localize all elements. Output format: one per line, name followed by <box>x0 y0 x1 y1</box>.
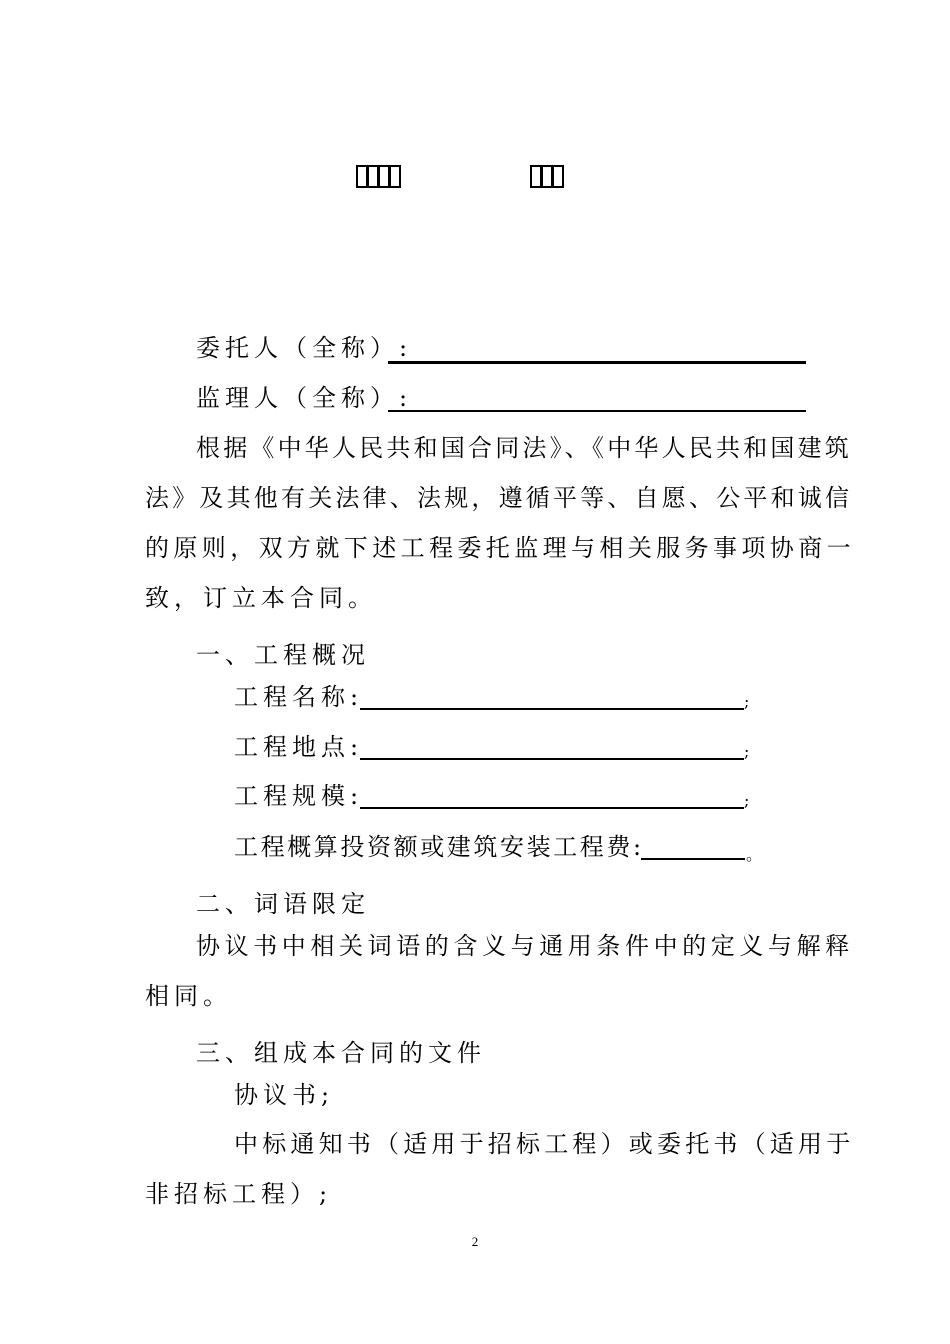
project-location-end: ; <box>744 742 750 761</box>
intro-line-2: 法》及其他有关法律、法规，遵循平等、自愿、公平和诚信 <box>145 484 853 512</box>
section2-line-1: 协议书中相关词语的含义与通用条件中的定义与解释 <box>196 932 854 960</box>
client-label: 委托人（全称）: <box>196 334 413 362</box>
title-left-placeholder <box>356 164 402 197</box>
project-scale-end: ; <box>744 791 750 810</box>
client-name-field[interactable] <box>388 361 806 364</box>
project-name-field[interactable] <box>360 708 744 710</box>
page-number: 2 <box>471 1234 479 1249</box>
section3-item-2-cont: 非招标工程）; <box>145 1180 333 1208</box>
section1-heading: 一、工程概况 <box>196 641 370 669</box>
section3-heading: 三、组成本合同的文件 <box>196 1039 486 1067</box>
project-budget-label: 工程概算投资额或建筑安装工程费: <box>234 833 644 861</box>
project-name-label: 工程名称: <box>234 683 364 711</box>
missing-glyph-icon <box>356 164 402 190</box>
missing-glyph-icon <box>530 164 566 190</box>
intro-line-3: 的原则，双方就下述工程委托监理与相关服务事项协商一 <box>145 534 855 562</box>
project-scale-field[interactable] <box>360 807 744 809</box>
intro-line-4: 致，订立本合同。 <box>145 584 377 612</box>
supervisor-label: 监理人（全称）: <box>196 384 413 412</box>
title-right-placeholder <box>530 164 566 197</box>
section3-item-2: 中标通知书（适用于招标工程）或委托书（适用于 <box>234 1130 855 1158</box>
section2-heading: 二、词语限定 <box>196 890 370 918</box>
project-location-field[interactable] <box>360 758 744 760</box>
supervisor-name-field[interactable] <box>388 410 806 412</box>
project-scale-label: 工程规模: <box>234 782 364 810</box>
project-budget-end: 。 <box>746 845 763 864</box>
section2-line-2: 相同。 <box>145 982 232 1010</box>
project-name-end: ; <box>744 692 750 711</box>
intro-line-1: 根据《中华人民共和国合同法》、《中华人民共和国建筑 <box>196 434 852 462</box>
project-budget-field[interactable] <box>641 858 745 860</box>
section3-item-1: 协议书; <box>234 1081 335 1109</box>
project-location-label: 工程地点: <box>234 733 364 761</box>
